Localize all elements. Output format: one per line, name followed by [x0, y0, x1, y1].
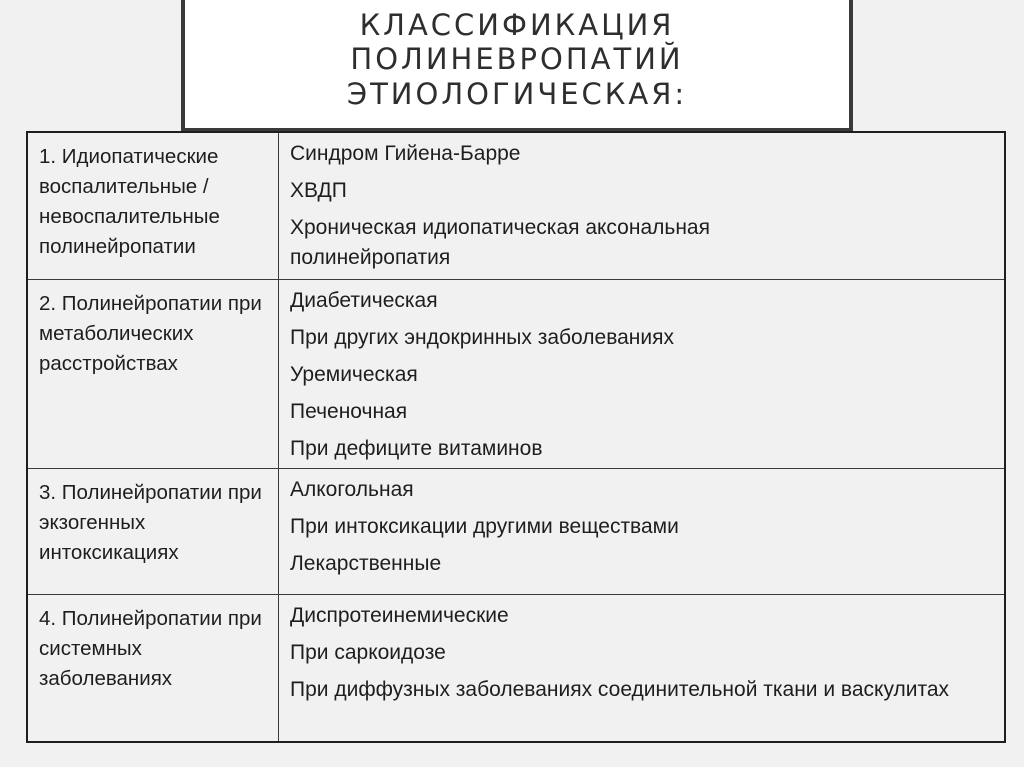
column-divider — [278, 133, 279, 279]
category-cell: 3. Полинейропатии при экзогенных интоксикациях — [39, 481, 262, 564]
classification-table — [26, 131, 1006, 743]
title-line-2: ПОЛИНЕВРОПАТИЙ — [350, 42, 684, 76]
subtype-list — [290, 601, 990, 712]
subtype-list — [290, 286, 990, 471]
list-item: При дефиците витаминов — [290, 437, 543, 460]
list-item: Хроническая идиопатическая аксональная полинейропатия — [290, 216, 710, 269]
list-item: Лекарственные — [290, 552, 442, 575]
column-divider — [278, 595, 279, 741]
list-item: При интоксикации другими веществами — [290, 515, 679, 538]
list-item: Алкогольная — [290, 478, 414, 501]
list-item: Диспротеинемические — [290, 604, 509, 627]
title-line-1: КЛАССИФИКАЦИЯ — [359, 8, 675, 42]
table-row — [28, 468, 1004, 594]
category-cell: 4. Полинейропатии при системных заболеваниях — [39, 607, 262, 690]
list-item: При саркоидозе — [290, 641, 446, 664]
list-item: Синдром Гийена-Барре — [290, 142, 521, 165]
table-row — [28, 594, 1004, 741]
category-cell: 2. Полинейропатии при метаболических расстройствах — [39, 292, 262, 375]
title-box — [181, 0, 853, 132]
subtype-list — [290, 139, 990, 280]
list-item: При диффузных заболеваниях соединительной ткани и васкулитах — [290, 678, 950, 701]
list-item: ХВДП — [290, 179, 347, 202]
table-row — [28, 279, 1004, 468]
table-row — [28, 133, 1004, 279]
column-divider — [278, 280, 279, 468]
title-line-3: ЭТИОЛОГИЧЕСКАЯ: — [346, 77, 688, 111]
list-item: Печеночная — [290, 400, 408, 423]
list-item: Диабетическая — [290, 289, 438, 312]
column-divider — [278, 469, 279, 594]
list-item: При других эндокринных заболеваниях — [290, 326, 675, 349]
category-cell: 1. Идиопатические воспалительные / невоспалительные полинейропатии — [39, 145, 220, 258]
list-item: Уремическая — [290, 363, 418, 386]
subtype-list — [290, 475, 990, 586]
